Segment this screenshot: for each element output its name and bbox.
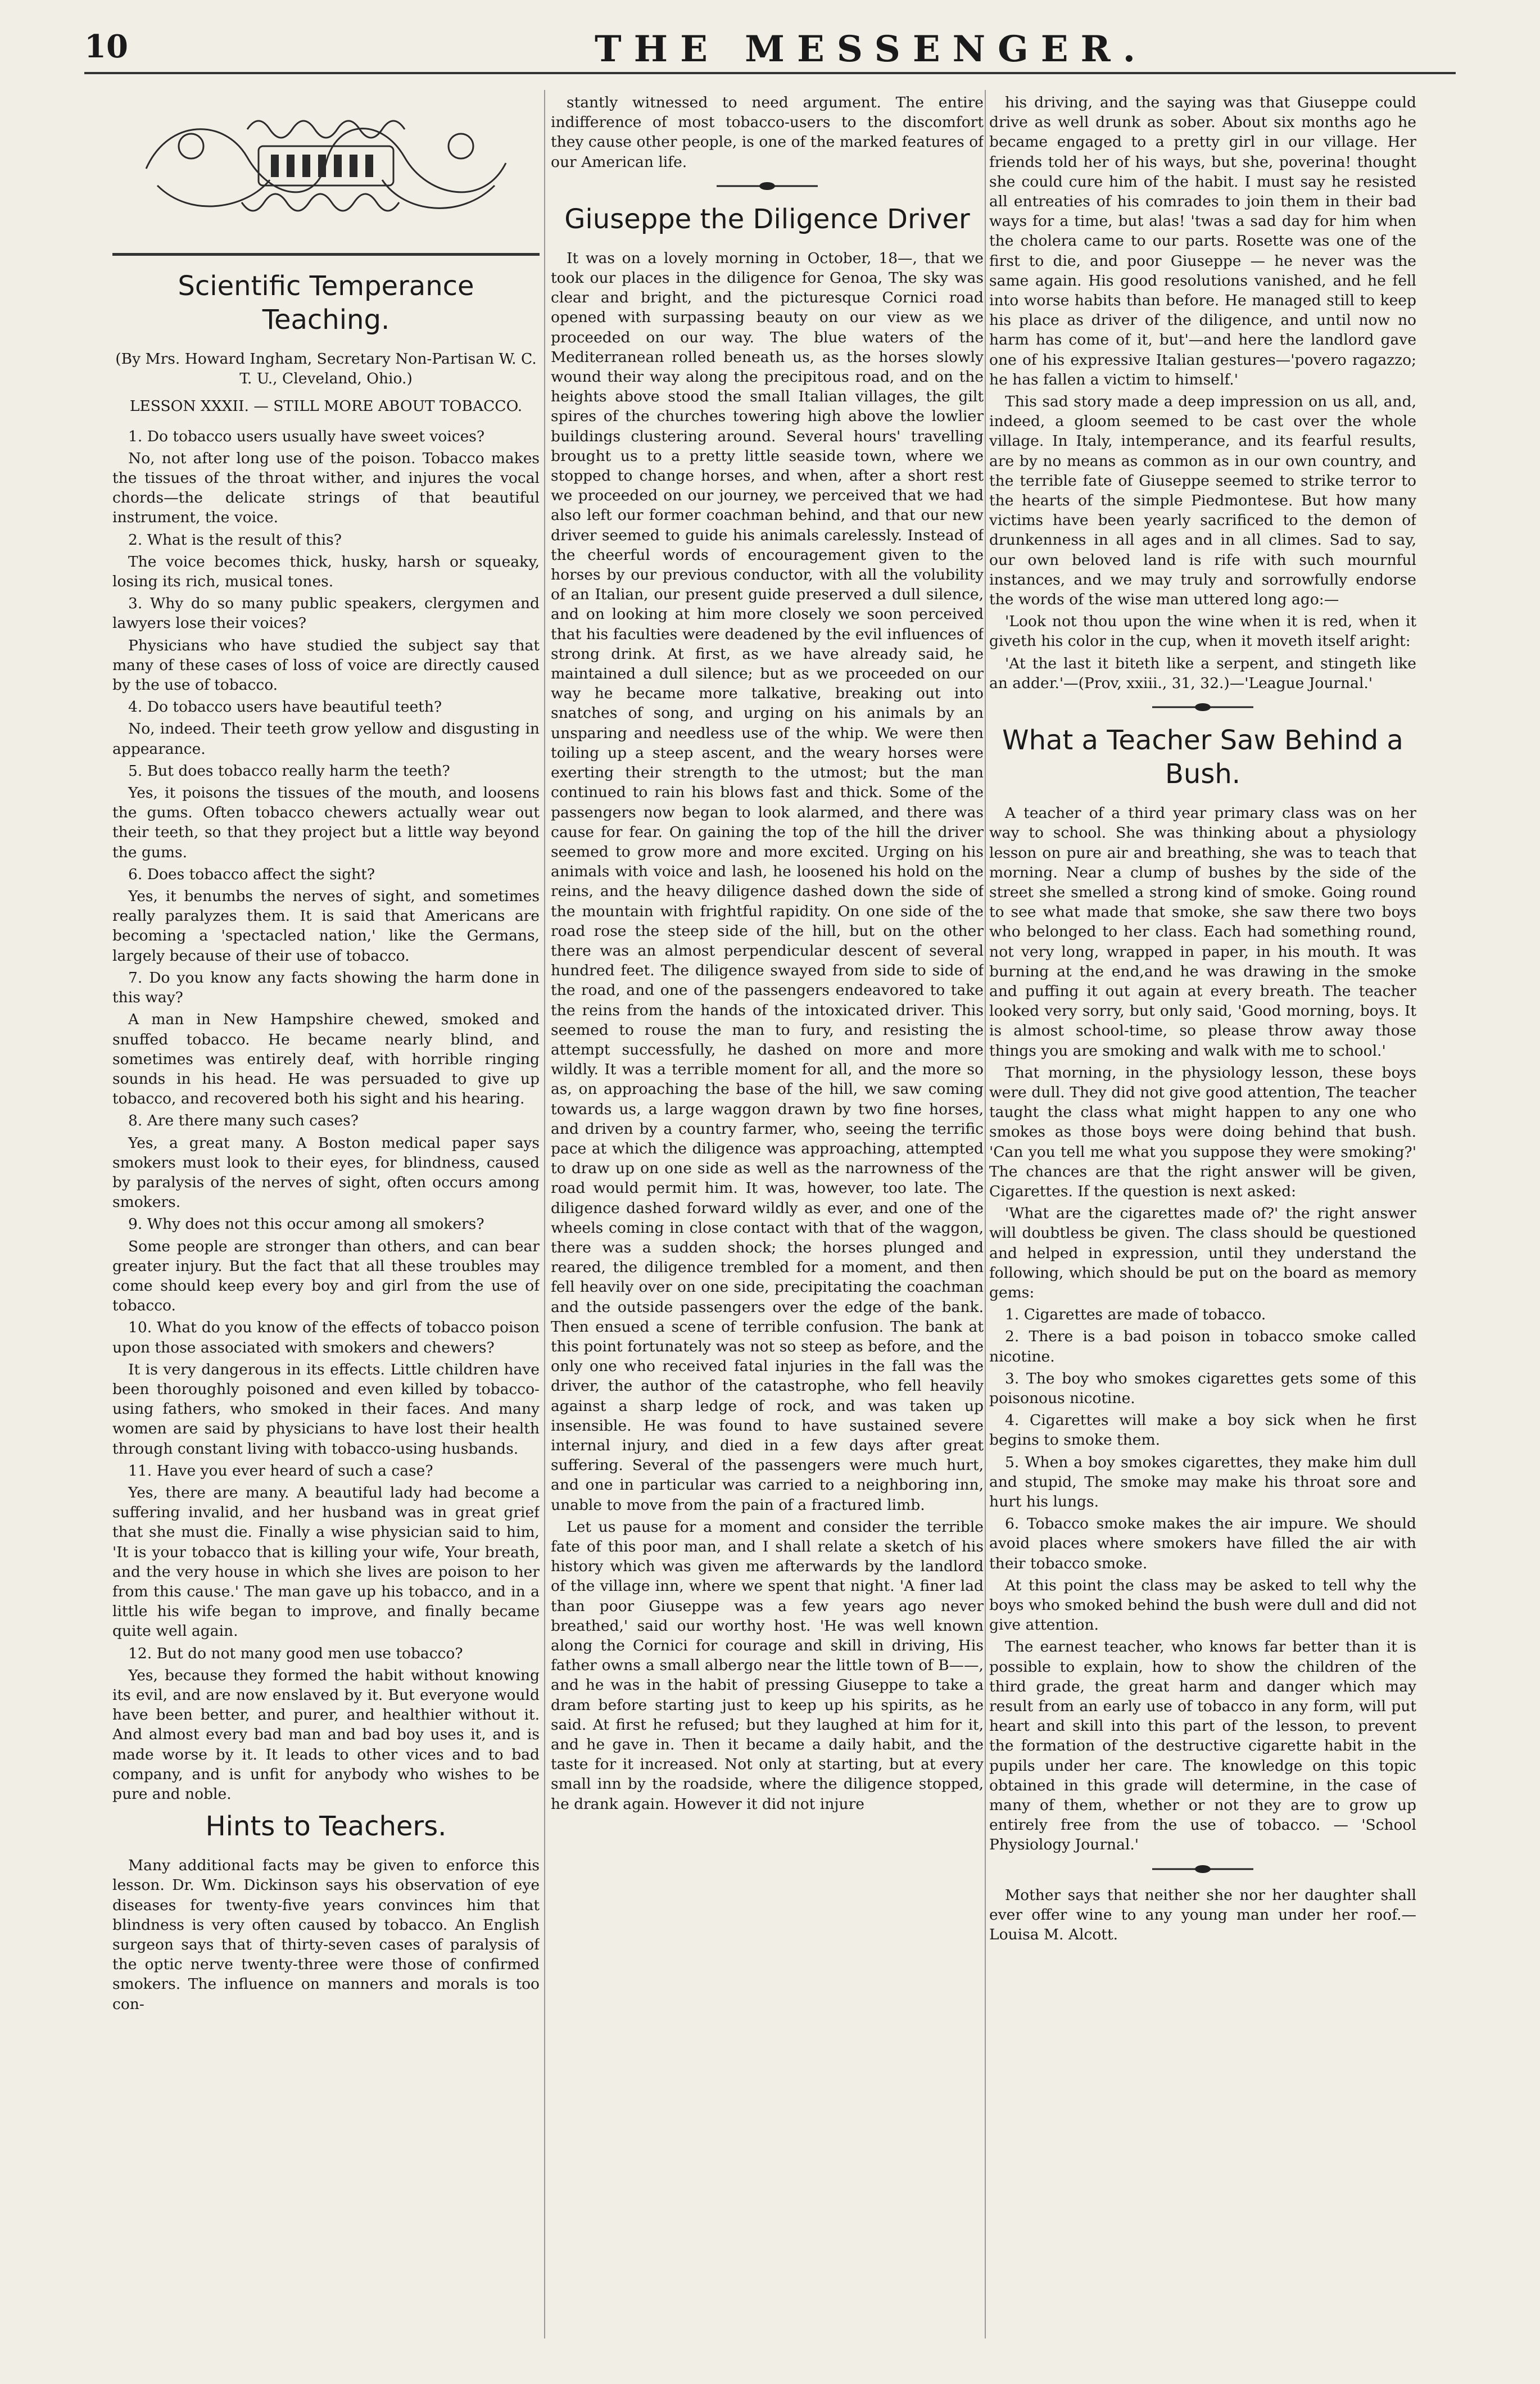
paragraph: 5. But does tobacco really harm the teeth? <box>128 762 450 780</box>
byline: (By Mrs. Howard Ingham, Secretary Non-Partisan W. C. T. U., Cleveland, Ohio.) <box>115 350 537 388</box>
list-item: 6. Tobacco smoke makes the air impure. We should avoid places where smokers have filled the air with their tobacco smoke. <box>989 1515 1416 1572</box>
separator-ornament <box>717 180 818 192</box>
paragraph: 12. But do not many good men use tobacco? <box>128 1644 463 1662</box>
paragraph: 9. Why does not this occur among all smokers? <box>128 1215 484 1233</box>
paragraph: 6. Does tobacco affect the sight? <box>128 865 375 883</box>
header-rule <box>84 72 1456 74</box>
quotation: 'At the last it biteth like a serpent, and stingeth like an adder.'—(Prov, xxiii., 31, 32.)—'League Journal.' <box>989 654 1416 692</box>
paragraph: At this point the class may be asked to tell why the boys who smoked behind the bush were dull and did not give attention. <box>989 1576 1416 1634</box>
column-3 <box>989 93 1416 2341</box>
column-2 <box>551 93 984 2341</box>
closing-quote: Mother says that neither she nor her daughter shall ever offer wine to any young man under her roof.—Louisa M. Alcott. <box>989 1886 1416 1944</box>
paragraph: Yes, a great many. A Boston medical paper says smokers must look to their eyes, for blindness, caused by paralysis of the nerves of sight, often occurs among smokers. <box>112 1134 540 1211</box>
separator-ornament <box>1152 1863 1253 1875</box>
paragraph: No, not after long use of the poison. Tobacco makes the tissues of the throat wither, and injures the vocal chords—the delicate strings of that beautiful instrument, the voice. <box>112 449 540 527</box>
paragraph: 1. Do tobacco users usually have sweet voices? <box>128 427 485 445</box>
article-title: Giuseppe the Diligence Driver <box>564 203 970 235</box>
separator-ornament <box>1152 701 1253 713</box>
section-rule <box>112 253 540 256</box>
paragraph: 7. Do you know any facts showing the harm done in this way? <box>112 969 540 1007</box>
paragraph: Yes, it poisons the tissues of the mouth, and loosens the gums. Often tobacco chewers actually wear out their teeth, so that they project but a little way beyond the gums. <box>112 784 540 861</box>
paragraph: That morning, in the physiology lesson, these boys were dull. They did not give good attention, The teacher taught the class what might happen to any one who smokes as those boys were doing behind that bush. 'Can you tell me what you suppose they were smoking?' The chances are that the right answer will be given, Cigarettes. If the question is next asked: <box>989 1064 1416 1200</box>
paragraph: Yes, there are many. A beautiful lady had become a suffering invalid, and her husband was in great grief that she must die. Finally a wise physician said to him, 'It is your tobacco that is killing your wife, Your breath, and the very house in which she lives are poison to her from this cause.' The man gave up his tobacco, and in a little his wife began to improve, and finally became quite well again. <box>112 1483 540 1640</box>
paragraph: Let us pause for a moment and consider the terrible fate of this poor man, and I shall relate a sketch of his history which was given me afterwards by the landlord of the village inn, where we spent that night. 'A finer lad than poor Giuseppe was a few years ago never breathed,' said our worthy host. 'He was well known along the Cornici for courage and skill in driving, His father owns a small albergo near the little town of B——, and he was in the habit of pressing Giuseppe to take a dram before starting just to keep up his spirits, as he said. At first he refused; but they laughed at him for it, and he gave in. Then it became a daily habit, and the taste for it increased. Not only at starting, but at every small inn by the roadside, where the diligence stopped, he drank again. However it did not injure <box>551 1518 984 1813</box>
paragraph: It is very dangerous in its effects. Little children have been thoroughly poisoned and even killed by tobacco-using fathers, who smoked in their faces. And many women are said by physicians to have lost their health through constant living with tobacco-using husbands. <box>112 1360 540 1458</box>
list-item: 3. The boy who smokes cigarettes gets some of this poisonous nicotine. <box>989 1369 1416 1407</box>
quotation: 'Look not thou upon the wine when it is red, when it giveth his color in the cup, when it moveth itself aright: <box>989 613 1416 650</box>
paragraph: 8. Are there many such cases? <box>128 1112 359 1130</box>
section-title: Hints to Teachers. <box>205 1811 447 1843</box>
list-item: 1. Cigarettes are made of tobacco. <box>1005 1306 1266 1324</box>
paragraph: A man in New Hampshire chewed, smoked and snuffed tobacco. He became nearly blind, and sometimes was entirely deaf, with horrible ringing sounds in his head. He was persuaded to give up tobacco, and recovered both his sight and his hearing. <box>112 1011 540 1108</box>
page-number: 10 <box>84 28 128 65</box>
paragraph: Yes, it benumbs the nerves of sight, and sometimes really paralyzes them. It is said that Americans are becoming a 'spectacled nation,' like the Germans, largely because of their use of tobacco. <box>112 888 540 965</box>
paragraph: 2. What is the result of this? <box>128 531 342 549</box>
paragraph: 3. Why do so many public speakers, clergymen and lawyers lose their voices? <box>112 595 540 632</box>
lesson-heading: LESSON XXXII. — STILL MORE ABOUT TOBACCO. <box>129 397 523 415</box>
list-item: 5. When a boy smokes cigarettes, they make him dull and stupid, The smoke may make his throat sore and hurt his lungs. <box>989 1453 1416 1510</box>
paragraph: No, indeed. Their teeth grow yellow and disgusting in appearance. <box>112 720 540 758</box>
paragraph: The earnest teacher, who knows far better than it is possible to explain, how to show the children of the third grade, the great harm and danger which may result from an early use of tobacco in any form, will put heart and skill into this part of the lesson, to prevent the formation of the destructive cigarette habit in the pupils under her care. The knowledge on this topic obtained in this grade will determine, in the case of many of them, whether or not they are to grow up entirely free from the use of tobacco. — 'School Physiology Journal.' <box>989 1638 1416 1854</box>
list-item: 4. Cigarettes will make a boy sick when he first begins to smoke them. <box>989 1412 1416 1449</box>
paragraph: The voice becomes thick, husky, harsh or squeaky, losing its rich, musical tones. <box>112 553 540 591</box>
list-item: 2. There is a bad poison in tobacco smoke called nicotine. <box>989 1328 1416 1365</box>
paragraph: 10. What do you know of the effects of tobacco poison upon those associated with smokers and chewers? <box>112 1319 540 1356</box>
page-header <box>84 28 1456 70</box>
article-title: What a Teacher Saw Behind a Bush. <box>1002 725 1403 790</box>
column-divider <box>985 90 986 2338</box>
masthead-title: THE MESSENGER. <box>595 28 1148 70</box>
article-title: Scientific Temperance Teaching. <box>178 270 474 336</box>
paragraph: A teacher of a third year primary class was on her way to school. She was thinking about a physiology lesson on pure air and breathing, she was to teach that morning. Near a clump of bushes by the side of the street she smelled a strong kind of smoke. Going round to see what made that smoke, she saw there two boys who belonged to her class. Each had something round, not very long, wrapped in paper, in his mouth. It was burning at the end,and he was drawing in the smoke and puffing it out again at every breath. The teacher looked very sorry, but only said, 'Good morning, boys. It is almost school-time, so please throw away those things you are smoking and walk with me to school.' <box>989 804 1416 1060</box>
paragraph: 11. Have you ever heard of such a case? <box>128 1462 433 1480</box>
column-divider <box>544 90 545 2338</box>
paragraph: 'What are the cigarettes made of?' the right answer will doubtless be given. The class should be questioned and helped in expression, until they understand the following, which should be put on the board as memory gems: <box>989 1205 1416 1301</box>
temperance-ornament-banner <box>124 96 528 236</box>
paragraph: It was on a lovely morning in October, 18—, that we took our places in the diligence for Genoa, The sky was clear and bright, and the picturesque Cornici road opened with surpassing beauty on our view as we proceeded on our way. The blue waters of the Mediterranean rolled beneath us, as the horses slowly wound their way along the precipitous road, and on the heights above stood the small Italian villages, the gilt spires of the churches towering high above the lowlier buildings clustering around. Several hours' travelling brought us to a pretty little seaside town, where we stopped to change horses, and when, after a short rest we proceeded on our journey, we perceived that we had also left our former coachman behind, and that our new driver seemed to guide his animals carelessly. Instead of the cheerful words of encouragement given to the horses by our previous conductor, with all the volubility of an Italian, our present guide preserved a dull silence, and on looking at him more closely we soon perceived that his faculties were deadened by the evil influences of strong drink. At first, as we have already said, he maintained a dull silence; but as we proceeded on our way he became more talkative, breaking out into snatches of song, and urging on his animals by an unsparing and needless use of the whip. We were then toiling up a steep ascent, and the weary horses were exerting their strength to the utmost; but the man continued to rain his blows fast and thick. Some of the passengers now began to look alarmed, and there was cause for fear. On gaining the top of the hill the driver seemed to grow more and more excited. Urging on his animals with voice and lash, he loosened his hold on the reins, and the heavy diligence dashed down the side of the mountain with frightful rapidity. On one side of the road rose the steep side of the hill, but on the other there was an almost perpendicular descent of several hundred feet. The diligence swayed from side to side of the road, and one of the passengers endeavored to take the reins from the hands of the intoxicated driver. This seemed to rouse the man to fury, and resisting the attempt successfully, he dashed on more and more wildly. It was a terrible moment for all, and the more so as, on approaching the base of the hill, we saw coming towards us, a large waggon drawn by two fine horses, and driven by a country farmer, who, seeing the terrific pace at which the diligence was approaching, attempted to draw up on one side as well as the narrowness of the road would permit him. It was, however, too late. The diligence dashed forward wildly as ever, and one of the wheels coming in close contact with that of the waggon, there was a sudden shock; the horses plunged and reared, the diligence trembled for a moment, and then fell heavily over on one side, precipitating the coachman and the outside passengers over the edge of the bank. Then ensued a scene of terrible confusion. The bank at this point fortunately was not so steep as before, and the only one who received fatal injuries in the fall was the driver, the author of the catastrophe, who fell heavily against a sharp ledge of rock, and was taken up insensible. He was found to have sustained severe internal injury, and died in a few days after great suffering. Several of the passengers were much hurt, and one in particular was carried to a neighboring inn, unable to move from the pain of a fractured limb. <box>551 249 984 1514</box>
paragraph: his driving, and the saying was that Giuseppe could drive as well drunk as sober. About six months ago he became engaged to a pretty girl in our village. Her friends told her of his ways, but she, poverina! thought she could cure him of the habit. I must say he resisted all entreaties of his comrades to join them in their bad ways for a time, but alas! 'twas a sad day for him when the cholera came to our parts. Rosette was one of the first to die, and poor Giuseppe — he never was the same again. His good resolutions vanished, and he fell into worse habits than before. He managed still to keep his place as driver of the diligence, and until now no harm has come of it, but'—and here the landlord gave one of his expressive Italian gestures—'povero ragazzo; he has fallen a victim to himself.' <box>989 94 1416 388</box>
paragraph: Physicians who have studied the subject say that many of these cases of loss of voice are directly caused by the use of tobacco. <box>112 636 540 694</box>
paragraph: stantly witnessed to need argument. The entire indifference of most tobacco-users to the discomfort they cause other people, is one of the marked features of our American life. <box>551 94 984 171</box>
paragraph: Many additional facts may be given to enforce this lesson. Dr. Wm. Dickinson says his observation of eye diseases for twenty-five years convinces him that blindness is very often caused by tobacco. An English surgeon says that of thirty-seven cases of paralysis of the optic nerve twenty-three were those of confirmed smokers. The influence on manners and morals is too con- <box>112 1857 540 2013</box>
paragraph: Some people are stronger than others, and can bear greater injury. But the fact that all these troubles may come should keep every boy and girl from the use of tobacco. <box>112 1237 540 1315</box>
paragraph: This sad story made a deep impression on us all, and, indeed, a gloom seemed to be cast over the whole village. In Italy, intemperance, and its fearful results, are by no means as common as in our own country, and the terrible fate of Giuseppe seemed to strike terror to the hearts of the simple Piedmontese. But how many victims have been yearly sacrificed to the demon of drunkenness in all ages and in all climes. Sad to say, our own beloved land is rife with such mournful instances, and we may truly and sorrowfully endorse the words of the wise man uttered long ago:— <box>989 393 1416 609</box>
paragraph: Yes, because they formed the habit without knowing its evil, and are now enslaved by it. But everyone would have been better, and purer, and healthier without it. And almost every bad man and bad boy uses it, and is made worse by it. It leads to other vices and to bad company, and is unfit for anybody who wishes to be pure and noble. <box>112 1666 540 1803</box>
column-1 <box>112 90 540 2338</box>
paragraph: 4. Do tobacco users have beautiful teeth? <box>128 698 442 716</box>
